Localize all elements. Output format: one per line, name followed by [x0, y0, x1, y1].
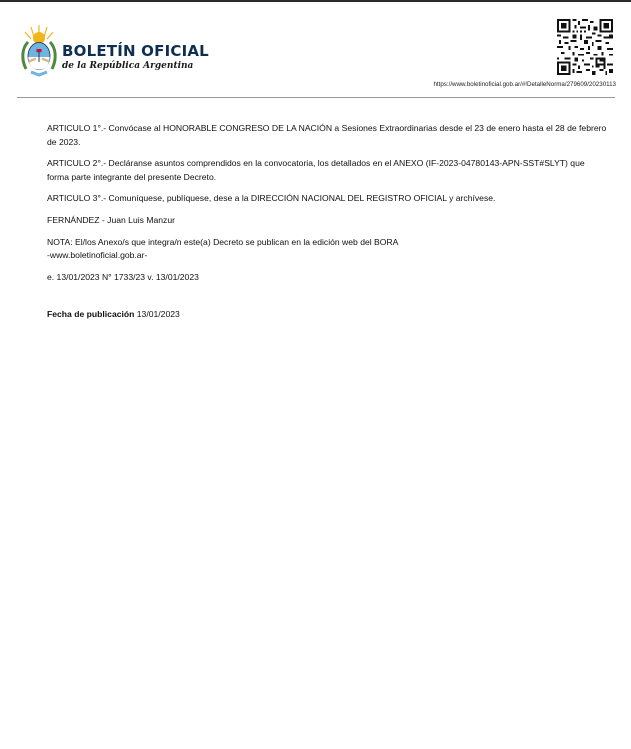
- articulo-2: ARTICULO 2°.- Decláranse asuntos comprendidos en la convocatoria, los detallados en el ANEXO (IF-2023-04780143-APN-SST#SLYT) que forma parte integrante del presente Decreto.: [47, 158, 585, 182]
- qr-code-icon: [557, 19, 613, 75]
- document-header: [0, 2, 631, 96]
- signature: FERNÁNDEZ - Juan Luis Manzur: [47, 214, 175, 225]
- nota-line-1: NOTA: El/los Anexo/s que integra/n este(a) Decreto se publican en la edición web del BORA: [47, 236, 399, 247]
- nota: [47, 236, 607, 263]
- header-subtitle: de la República Argentina: [62, 61, 194, 71]
- articulo-1: ARTICULO 1°.- Convócase al HONORABLE CONGRESO DE LA NACIÓN a Sesiones Extraordinarias desde el 23 de enero hasta el 28 de febrero de 2023.: [47, 123, 607, 147]
- header-divider: [17, 97, 615, 98]
- nota-line-2: -www.boletinoficial.gob.ar-: [47, 250, 148, 261]
- national-coat-of-arms-icon: [20, 23, 58, 81]
- document-url[interactable]: https://www.boletinoficial.gob.ar/#!DetalleNorma/279609/20230113: [433, 81, 616, 88]
- publication-date-value: 13/01/2023: [136, 309, 180, 320]
- header-title: BOLETÍN OFICIAL: [62, 42, 209, 60]
- publication-reference: e. 13/01/2023 N° 1733/23 v. 13/01/2023: [47, 271, 199, 282]
- document-body: [47, 122, 607, 330]
- publication-date: [47, 308, 607, 322]
- articulo-3: ARTICULO 3°.- Comuníquese, publíquese, dese a la DIRECCIÓN NACIONAL DEL REGISTRO OFICIAL y archívese.: [47, 193, 496, 204]
- publication-date-label: Fecha de publicación: [47, 309, 135, 320]
